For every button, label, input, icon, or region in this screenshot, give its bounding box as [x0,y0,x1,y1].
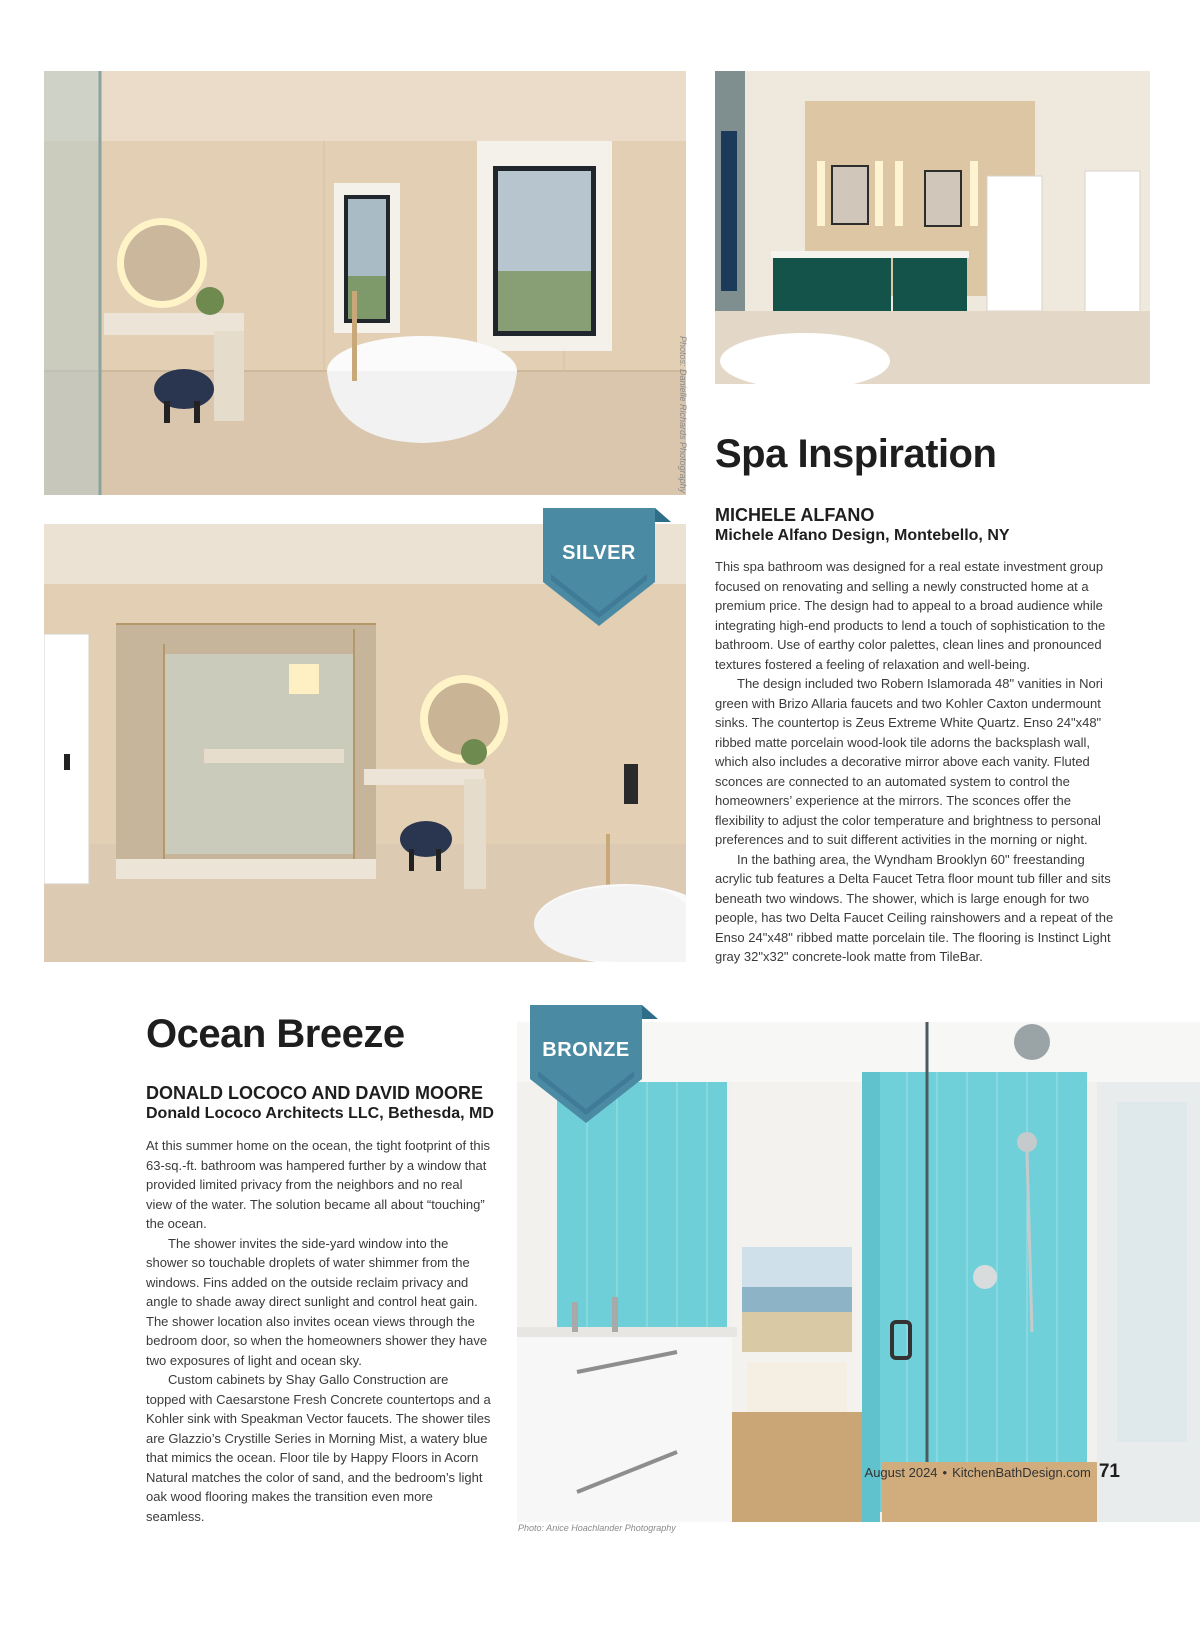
paragraph: The shower invites the side-yard window into the shower so touchable droplets of water shimmer from the windows. Fins added on the outside reclaim privacy and angle to shade away direct sunlight and control heat gain. The shower location also invites ocean views through the bedroom door, so when the homeowners shower they have two exposures of light and ocean sky. [146,1235,488,1368]
page-number: 71 [1098,1461,1120,1482]
photo-credit-bottom: Photo: Anice Hoachlander Photography [518,1523,676,1533]
footer-separator: • [942,1465,948,1480]
paragraph: Custom cabinets by Shay Gallo Construction are topped with Caesarstone Fresh Concrete countertops and a Kohler sink with Speakman Vector faucets. The shower tiles are Glazzio’s Crystille Series in Morning Mist, a watery blue that mimics the ocean. Floor tile by Happy Floors in Acorn Natural matches the color of sand, and the bedroom’s light oak wood flooring makes the transition even more seamless. [146,1372,491,1524]
article-title-ocean: Ocean Breeze [146,1012,405,1056]
bronze-badge-label: BRONZE [542,1039,630,1061]
paragraph: At this summer home on the ocean, the tight footprint of this 63-sq.-ft. bathroom was hampered further by a window that provided limited privacy from the neighbors and no real view of the water. The solution became all about “touching” the ocean. [146,1138,490,1231]
page-footer [820,1461,1120,1483]
freestanding-tub-photo [44,71,686,495]
paragraph: This spa bathroom was designed for a real estate investment group focused on renovating and selling a newly constructed home at a premium price. The design had to appeal to a broad audience while integrating high-end products to lend a touch of sophistication to the bathroom. Use of earthy color palettes, clean lines and pronounced textures fostered a feeling of relaxation and well-being. [715,559,1106,672]
issue-date: August 2024 [864,1465,938,1480]
article-title-spa: Spa Inspiration [715,432,997,476]
bronze-award-badge [530,1005,658,1123]
silver-award-badge [543,508,671,626]
paragraph: In the bathing area, the Wyndham Brooklyn 60" freestanding acrylic tub features a Delta Faucet Tetra floor mount tub filler and sits beneath two windows. The shower, which is large enough for two people, has two Delta Faucet Ceiling rainshowers and a repeat of the Enso 24"x48" ribbed matte porcelain tile. The flooring is Instinct Light gray 32"x32" concrete-look matte from TileBar. [715,851,1114,964]
article-body-spa [715,557,1115,967]
photo-credit-top: Photos: Danielle Richards Photography [678,336,688,494]
designer-name-spa: MICHELE ALFANO [715,505,875,525]
firm-name-spa: Michele Alfano Design, Montebello, NY [715,527,1010,544]
website-link[interactable]: KitchenBathDesign.com [952,1465,1091,1480]
silver-badge-label: SILVER [562,542,636,564]
firm-name-ocean: Donald Lococo Architects LLC, Bethesda, MD [146,1105,494,1122]
paragraph: The design included two Robern Islamorada 48" vanities in Nori green with Brizo Allaria faucets and two Kohler Caxton undermount sinks. The countertop is Zeus Extreme White Quartz. Enso 24"x48" ribbed matte porcelain wood-look tile adorns the backsplash wall, which also includes a decorative mirror above each vanity. Fluted sconces are connected to an automated system to control the homeowners’ experience at the mirrors. The sconces offer the flexibility to adjust the color temperature and brightness to personal preferences and to suit different activities in the morning or night. [715,676,1103,847]
double-vanity-photo [715,71,1150,384]
designer-name-ocean: DONALD LOCOCO AND DAVID MOORE [146,1083,483,1103]
article-body-ocean [146,1136,491,1526]
